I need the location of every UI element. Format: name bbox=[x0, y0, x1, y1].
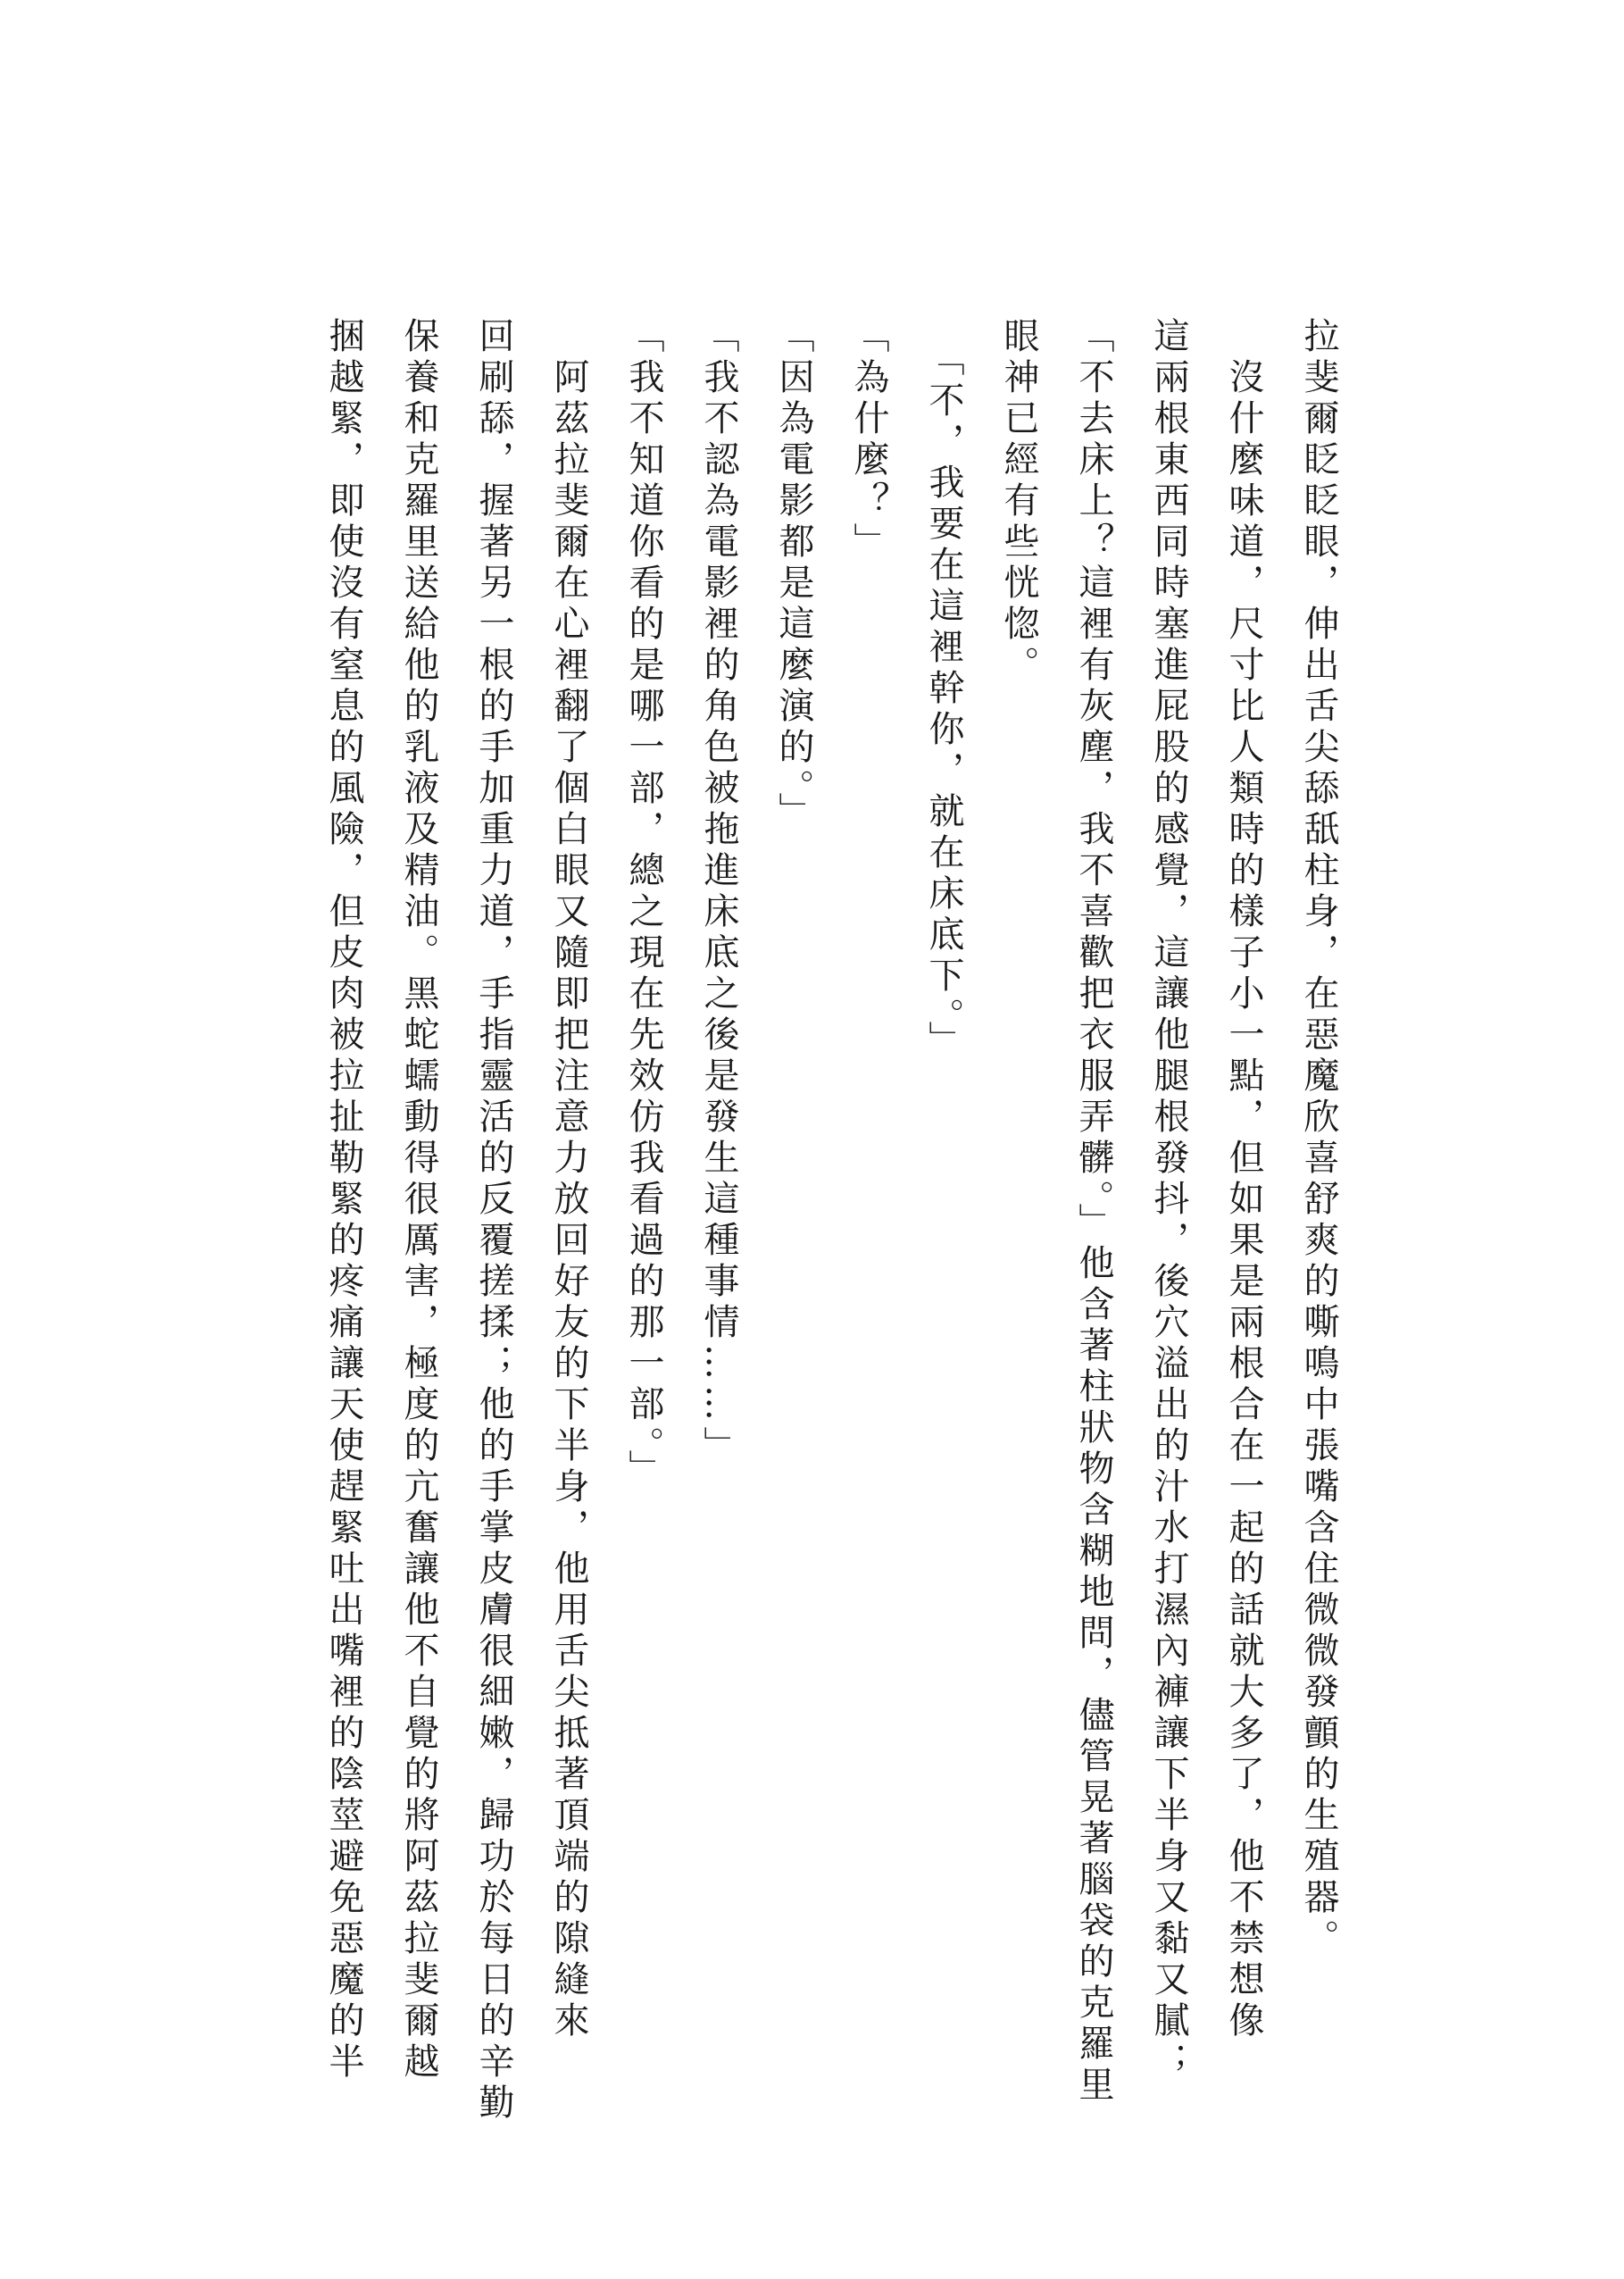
text-line: 保養和克羅里送給他的乳液及精油。黑蛇蠕動得很厲害，極度的亢奮讓他不自覺的將阿茲拉斐爾越 bbox=[398, 317, 439, 2083]
text-line: 「不去床上？這裡有灰塵，我不喜歡把衣服弄髒。」他含著柱狀物含糊地問，儘管晃著腦袋的克羅里 bbox=[1073, 317, 1114, 2107]
text-line: 這兩根東西同時塞進屁股的感覺，這讓他腿根發抖，後穴溢出的汁水打濕內褲讓下半身又黏又膩； bbox=[1148, 317, 1189, 2083]
text-line: 捆越緊，即使沒有窒息的風險，但皮肉被拉扯勒緊的疼痛讓天使趕緊吐出嘴裡的陰莖避免惡魔的半 bbox=[323, 317, 364, 2083]
text-line: 「為什麼？」 bbox=[848, 317, 889, 563]
vertical-text-body bbox=[231, 317, 1356, 2125]
text-line: 「我不認為電影裡的角色被拖進床底之後是發生這種事情……」 bbox=[698, 317, 739, 1467]
text-line: 「我不知道你看的是哪一部，總之現在先效仿我看過的那一部。」 bbox=[623, 317, 664, 1490]
text-line: 「不，我要在這裡幹你，就在床底下。」 bbox=[923, 317, 964, 1062]
text-line: 「因為電影都是這麼演的。」 bbox=[773, 317, 814, 833]
text-line: 沒什麼味道，尺寸比人類時的樣子小一點，但如果是兩根合在一起的話就大多了，他不禁想像 bbox=[1223, 317, 1264, 2042]
text-line: 眼神已經有些恍惚。 bbox=[998, 317, 1039, 687]
text-line: 回刷舔，握著另一根的手加重力道，手指靈活的反覆搓揉；他的手掌皮膚很細嫩，歸功於每日的辛勤 bbox=[473, 317, 514, 2125]
text-line: 阿茲拉斐爾在心裡翻了個白眼又隨即把注意力放回好友的下半身，他用舌尖抵著頂端的隙縫來 bbox=[548, 317, 589, 2042]
text-line: 拉斐爾眨眨眼，伸出舌尖舔舐柱身，在惡魔欣喜舒爽的嘶鳴中張嘴含住微微發顫的生殖器。 bbox=[1298, 317, 1339, 1960]
